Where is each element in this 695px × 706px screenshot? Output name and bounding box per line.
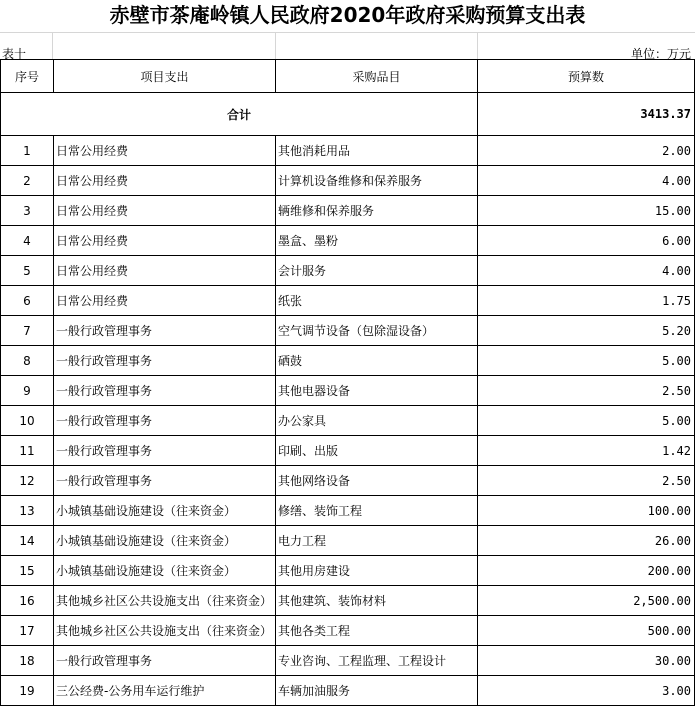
row-item: 办公家具 <box>276 406 478 436</box>
row-index: 16 <box>1 586 54 616</box>
sub-header <box>0 40 695 60</box>
header-cell: 预算数 <box>478 60 695 93</box>
row-project: 日常公用经费 <box>54 196 276 226</box>
row-amount: 500.00 <box>478 616 695 646</box>
row-item: 印刷、出版 <box>276 436 478 466</box>
row-amount: 1.42 <box>478 436 695 466</box>
row-item: 其他各类工程 <box>276 616 478 646</box>
row-amount: 5.00 <box>478 406 695 436</box>
row-index: 13 <box>1 496 54 526</box>
row-project: 小城镇基础设施建设（往来资金） <box>54 556 276 586</box>
row-index: 11 <box>1 436 54 466</box>
table-row <box>1 406 695 436</box>
row-amount: 15.00 <box>478 196 695 226</box>
row-project: 日常公用经费 <box>54 136 276 166</box>
table-row <box>1 136 695 166</box>
table-row <box>1 196 695 226</box>
row-project: 日常公用经费 <box>54 256 276 286</box>
row-item: 电力工程 <box>276 526 478 556</box>
row-amount: 5.00 <box>478 346 695 376</box>
row-amount: 2.50 <box>478 466 695 496</box>
row-project: 一般行政管理事务 <box>54 316 276 346</box>
row-project: 一般行政管理事务 <box>54 376 276 406</box>
row-project: 小城镇基础设施建设（往来资金） <box>54 526 276 556</box>
header-cell: 序号 <box>1 60 54 93</box>
row-item: 纸张 <box>276 286 478 316</box>
table-row <box>1 646 695 676</box>
row-item: 硒鼓 <box>276 346 478 376</box>
row-amount: 4.00 <box>478 256 695 286</box>
row-amount: 4.00 <box>478 166 695 196</box>
table-row <box>1 526 695 556</box>
row-amount: 6.00 <box>478 226 695 256</box>
row-project: 日常公用经费 <box>54 226 276 256</box>
unit-label: 单位：万元 <box>630 47 691 61</box>
row-item: 计算机设备维修和保养服务 <box>276 166 478 196</box>
row-item: 其他电器设备 <box>276 376 478 406</box>
table-row <box>1 226 695 256</box>
row-index: 8 <box>1 346 54 376</box>
row-index: 2 <box>1 166 54 196</box>
row-item: 其他网络设备 <box>276 466 478 496</box>
row-project: 其他城乡社区公共设施支出（往来资金） <box>54 616 276 646</box>
row-amount: 2,500.00 <box>478 586 695 616</box>
total-value: 3413.37 <box>478 93 695 136</box>
row-item: 其他消耗用品 <box>276 136 478 166</box>
row-amount: 2.50 <box>478 376 695 406</box>
row-project: 一般行政管理事务 <box>54 466 276 496</box>
table-row <box>1 316 695 346</box>
table-row <box>1 286 695 316</box>
table-row <box>1 376 695 406</box>
row-amount: 5.20 <box>478 316 695 346</box>
row-amount: 1.75 <box>478 286 695 316</box>
row-item: 墨盒、墨粉 <box>276 226 478 256</box>
header-cell: 采购品目 <box>276 60 478 93</box>
table-row <box>1 166 695 196</box>
row-amount: 3.00 <box>478 676 695 706</box>
row-index: 5 <box>1 256 54 286</box>
row-index: 10 <box>1 406 54 436</box>
table-row <box>1 496 695 526</box>
row-index: 19 <box>1 676 54 706</box>
total-label: 合计 <box>1 93 478 136</box>
row-project: 一般行政管理事务 <box>54 406 276 436</box>
total-row <box>1 93 695 136</box>
row-item: 其他用房建设 <box>276 556 478 586</box>
row-project: 三公经费-公务用车运行维护 <box>54 676 276 706</box>
row-project: 日常公用经费 <box>54 166 276 196</box>
row-index: 3 <box>1 196 54 226</box>
table-row <box>1 256 695 286</box>
row-index: 14 <box>1 526 54 556</box>
row-item: 专业咨询、工程监理、工程设计 <box>276 646 478 676</box>
row-index: 6 <box>1 286 54 316</box>
row-amount: 2.00 <box>478 136 695 166</box>
row-index: 18 <box>1 646 54 676</box>
row-item: 车辆加油服务 <box>276 676 478 706</box>
row-project: 一般行政管理事务 <box>54 346 276 376</box>
table-row <box>1 346 695 376</box>
row-index: 15 <box>1 556 54 586</box>
table-label: 表十 <box>2 47 27 61</box>
table-row <box>1 586 695 616</box>
row-index: 7 <box>1 316 54 346</box>
row-item: 空气调节设备（包除湿设备） <box>276 316 478 346</box>
table-row <box>1 676 695 706</box>
row-index: 17 <box>1 616 54 646</box>
row-amount: 200.00 <box>478 556 695 586</box>
row-index: 9 <box>1 376 54 406</box>
header-row <box>1 60 695 93</box>
budget-table <box>0 59 695 706</box>
table-row <box>1 556 695 586</box>
row-project: 小城镇基础设施建设（往来资金） <box>54 496 276 526</box>
row-amount: 30.00 <box>478 646 695 676</box>
table-row <box>1 466 695 496</box>
row-item: 会计服务 <box>276 256 478 286</box>
header-cell: 项目支出 <box>54 60 276 93</box>
table-row <box>1 616 695 646</box>
grid-line <box>0 32 695 33</box>
row-project: 其他城乡社区公共设施支出（往来资金） <box>54 586 276 616</box>
page-title: 赤壁市茶庵岭镇人民政府2020年政府采购预算支出表 <box>109 3 586 27</box>
row-project: 一般行政管理事务 <box>54 646 276 676</box>
row-amount: 100.00 <box>478 496 695 526</box>
row-index: 1 <box>1 136 54 166</box>
row-project: 一般行政管理事务 <box>54 436 276 466</box>
row-item: 修缮、装饰工程 <box>276 496 478 526</box>
table-row <box>1 436 695 466</box>
row-item: 辆维修和保养服务 <box>276 196 478 226</box>
row-index: 12 <box>1 466 54 496</box>
row-index: 4 <box>1 226 54 256</box>
row-amount: 26.00 <box>478 526 695 556</box>
row-project: 日常公用经费 <box>54 286 276 316</box>
row-item: 其他建筑、装饰材料 <box>276 586 478 616</box>
